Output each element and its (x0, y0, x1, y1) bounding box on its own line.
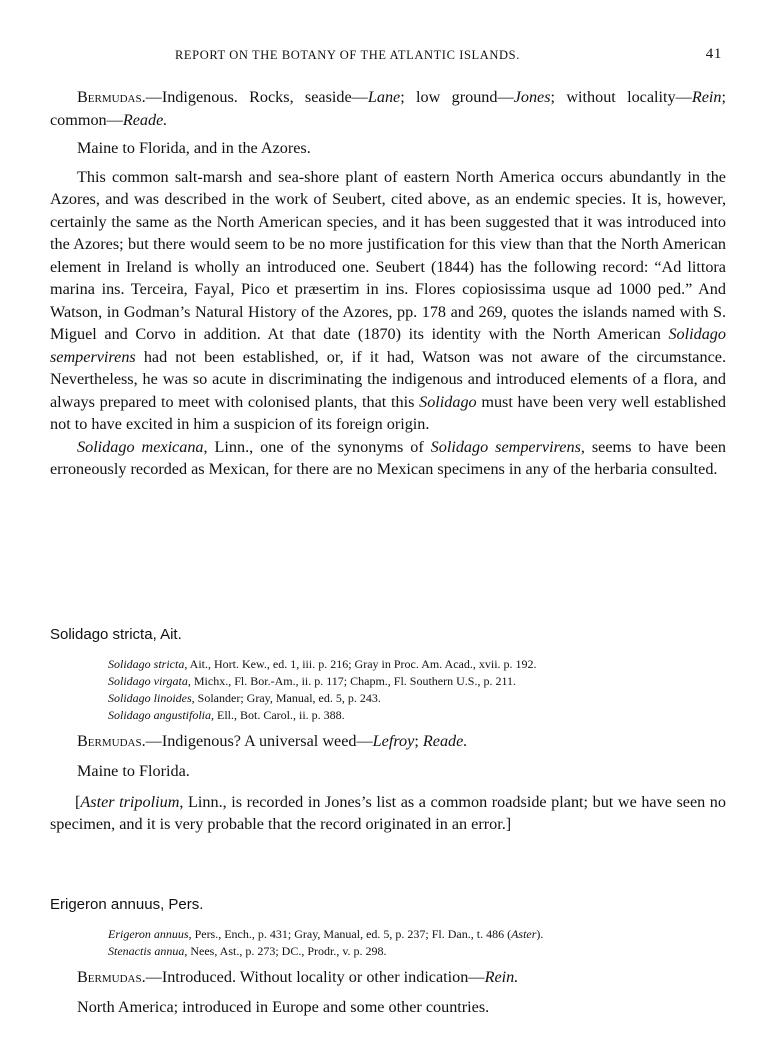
italic-run: Solidago linoides (108, 690, 192, 705)
italic-run: Jones (513, 88, 551, 106)
synonym-list (50, 656, 726, 724)
running-header (50, 38, 726, 60)
species-heading (50, 624, 726, 647)
text-run: had not been established, or, if it had, Watson was not aware of the circumstance. Nevertheless, he was so acute in discriminating the indigenous and introduced elements of a flora, and always prepared to meet with colonised plants, that this (50, 347, 726, 411)
bermudas-record-text (146, 968, 519, 986)
text-run: [ (75, 792, 81, 811)
page (50, 38, 726, 1016)
synonym-line (50, 926, 726, 943)
bermudas-record (50, 966, 726, 989)
discussion-paragraph (50, 166, 726, 436)
italic-run: Solidago sempervirens (430, 437, 581, 456)
range-line: Maine to Florida. (77, 762, 190, 780)
section-solidago-sempervirens (50, 86, 726, 481)
italic-run: Reade. (122, 110, 168, 129)
italic-run: Lefroy (372, 731, 415, 750)
page-number: 41 (705, 46, 722, 62)
italic-run: Reade. (422, 731, 468, 750)
bracketed-note (50, 791, 726, 836)
range-line: Maine to Florida, and in the Azores. (77, 139, 311, 157)
synonym-line (50, 707, 726, 724)
text-run: —Indigenous. Rocks, seaside— (145, 88, 368, 106)
synonym-line (50, 690, 726, 707)
italic-run: Solidago stricta (108, 656, 185, 671)
italic-run: Rein. (484, 967, 519, 986)
text-run: ). (536, 926, 544, 941)
text-run: , Ell., Bot. Carol., ii. p. 388. (211, 707, 345, 722)
text-run: , Nees, Ast., p. 273; DC., Prodr., v. p. 298. (184, 943, 387, 958)
bermudas-record (50, 730, 726, 753)
text-run: , Linn., one of the synonyms of (203, 437, 431, 456)
species-heading (50, 894, 726, 917)
italic-run: Solidago angustifolia (108, 707, 212, 722)
italic-run: Solidago virgata (108, 673, 188, 688)
synonym-note-paragraph (50, 436, 726, 481)
section-erigeron-annuus (50, 894, 726, 1019)
synonym-line (50, 673, 726, 690)
bermudas-label: Bermudas. (77, 967, 146, 986)
italic-run: Solidago sempervirens (50, 325, 726, 366)
species-author: , Pers. (160, 896, 204, 913)
italic-run: Aster (511, 926, 537, 941)
running-title: REPORT ON THE BOTANY OF THE ATLANTIC ISLANDS. (175, 48, 520, 62)
italic-run: Aster tripolium (80, 792, 180, 811)
text-run: ; (414, 731, 423, 750)
species-author: , Ait. (152, 626, 182, 643)
bermudas-label: Bermudas. (77, 731, 146, 750)
bermudas-record-text (146, 732, 468, 750)
species-name: Erigeron annuus (50, 896, 161, 913)
range-line: North America; introduced in Europe and some other countries. (77, 998, 490, 1016)
section-solidago-stricta (50, 624, 726, 836)
text-run: , Pers., Ench., p. 431; Gray, Manual, ed. 5, p. 237; Fl. Dan., t. 486 ( (188, 926, 512, 941)
text-run: ; low ground— (400, 88, 514, 106)
text-run: , Michx., Fl. Bor.-Am., ii. p. 117; Chapm., Fl. Southern U.S., p. 211. (187, 673, 517, 688)
text-run: —Introduced. Without locality or other indication— (145, 967, 485, 986)
text-run: must have been very well established not to have excited in him a suspicion of its foreign origin. (50, 392, 726, 433)
synonym-line (50, 943, 726, 960)
italic-run: Solidago (419, 392, 477, 411)
text-run: , Ait., Hort. Kew., ed. 1, iii. p. 216; Gray in Proc. Am. Acad., xvii. p. 192. (184, 656, 537, 671)
bermudas-record (50, 86, 726, 131)
italic-run: Erigeron annuus (108, 926, 189, 941)
text-run: , Linn., is recorded in Jones’s list as a common roadside plant; but we have seen no specimen, and it is very probable that the record originated in an error.] (50, 792, 726, 833)
bermudas-record-text (50, 88, 726, 129)
bermudas-label: Bermudas. (77, 88, 146, 106)
italic-run: Lane (367, 88, 401, 106)
italic-run: Stenactis annua (108, 943, 185, 958)
species-name: Solidago stricta (50, 626, 153, 643)
synonym-line (50, 656, 726, 673)
text-run: ; without locality— (550, 88, 692, 106)
italic-run: Solidago mexicana (77, 437, 204, 456)
text-run: —Indigenous? A universal weed— (145, 731, 373, 750)
text-run: ; common— (50, 88, 726, 129)
text-run: This common salt-marsh and sea-shore plant of eastern North America occurs abundantly in the Azores, and was described in the work of Seubert, cited above, as an endemic species. It is, however, certainly the same as the North American species, and it has been suggested that it was introduced into the Azores; but there would seem to be no more justification for this view than that the North American element in Ireland is wholly an introduced one. Seubert (1844) has the following record: “Ad littora marina ins. Terceira, Fayal, Pico et præsertim in ins. Flores copiosissima usque ad 1000 ped.” And Watson, in Godman’s Natural History of the Azores, pp. 178 and 269, quotes the islands named with S. Miguel and Corvo in addition. At that date (1870) its identity with the North American (50, 167, 726, 343)
synonym-list (50, 926, 726, 960)
italic-run: Rein (691, 88, 722, 106)
text-run: , Solander; Gray, Manual, ed. 5, p. 243. (191, 690, 381, 705)
text-run: , seems to have been erroneously recorded as Mexican, for there are no Mexican specimens in any of the herbaria consulted. (50, 437, 726, 478)
